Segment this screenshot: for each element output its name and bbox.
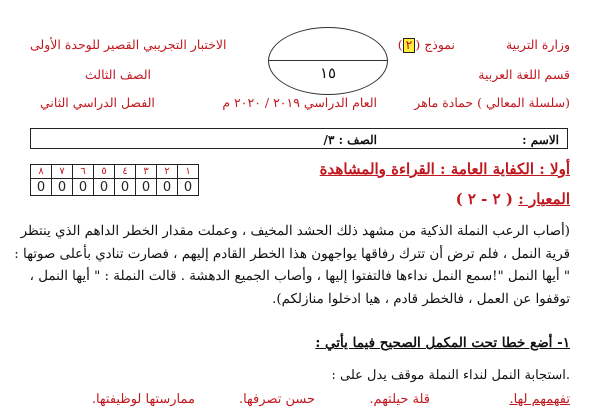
question-1-title: ١- أضع خطا تحت المكمل الصحيح فيما يأتي : <box>315 335 570 351</box>
option-2[interactable]: قلة حيلتهم. <box>369 392 430 407</box>
option-4[interactable]: ممارستها لوظيفتها. <box>91 392 195 407</box>
exam-title: الاختبار التجريبي القصير للوحدة الأولى <box>30 37 227 52</box>
department-name: قسم اللغة العربية <box>478 67 570 82</box>
class-label: الصف : ٣/ <box>323 133 377 147</box>
model-number: ٢ <box>403 38 416 53</box>
grade-table-mark-row <box>31 179 199 196</box>
grade-header-cell: ٤ <box>115 165 136 179</box>
school-year: العام الدراسي ٢٠١٩ / ٢٠٢٠ م <box>222 95 377 110</box>
student-info-box <box>30 128 568 149</box>
section-title: أولا : الكفاية العامة : القراءة والمشاهدة <box>319 160 570 178</box>
ministry-name: وزارة التربية <box>505 37 570 52</box>
criterion-value: ( ٢ - ٢ ) <box>455 190 514 208</box>
model-label <box>398 38 455 53</box>
series-name: (سلسلة المعالي ) حمادة ماهر <box>414 95 570 110</box>
model-label-text: نموذج ( <box>415 37 455 52</box>
grade-mark-cell: 0 <box>136 179 157 196</box>
name-label: الاسم : <box>522 133 559 147</box>
grade-mark-cell: 0 <box>94 179 115 196</box>
score-value: ١٥ <box>319 64 337 82</box>
grade-table <box>30 164 199 196</box>
grade-mark-cell: 0 <box>73 179 94 196</box>
passage-line: (أصاب الرعب النملة الذكية من مشهد ذلك الحشد المخيف ، وعملت مقدار الخطر الداهم الذي ينتظر <box>20 224 570 239</box>
grade-header-cell: ٧ <box>52 165 73 179</box>
grade-mark-cell: 0 <box>178 179 199 196</box>
grade-header-cell: ٢ <box>157 165 178 179</box>
grade-header-cell: ٣ <box>136 165 157 179</box>
question-1-stem: .استجابة النمل لنداء النملة موقف يدل على : <box>331 368 570 383</box>
grade-header-cell: ٨ <box>31 165 52 179</box>
passage-line: قرية النمل ، فلم ترض أن تترك رفاقها يواجهون هذا الخطر القادم إليهم ، فصارت تنادي بأعلى صوتها : <box>14 246 570 262</box>
grade-header-cell: ٦ <box>73 165 94 179</box>
grade-mark-cell: 0 <box>157 179 178 196</box>
criterion-label: المعيار : <box>518 190 570 208</box>
criterion <box>456 190 570 208</box>
grade-mark-cell: 0 <box>52 179 73 196</box>
passage-line: " أيها النمل "!سمع النمل نداءها فالتفتوا إليها ، وأصاب الجميع الدهشة . قالت النملة : " أيها النمل ، <box>29 269 570 284</box>
passage-line: توقفوا عن العمل ، فالخطر قادم ، هيا ادخلوا منازلكم). <box>272 291 570 307</box>
score-oval <box>268 27 388 95</box>
grade-level: الصف الثالث <box>85 67 151 82</box>
score-divider <box>268 60 388 61</box>
school-term: الفصل الدراسي الثاني <box>40 95 155 110</box>
grade-mark-cell: 0 <box>115 179 136 196</box>
option-3[interactable]: حسن تصرفها. <box>238 392 315 407</box>
grade-header-cell: ١ <box>178 165 199 179</box>
grade-table-header-row <box>31 165 199 179</box>
grade-mark-cell: 0 <box>31 179 52 196</box>
reading-passage <box>14 221 570 311</box>
option-1[interactable]: تفهمهم لها. <box>509 392 570 407</box>
grade-header-cell: ٥ <box>94 165 115 179</box>
model-label-close: ) <box>397 37 403 52</box>
